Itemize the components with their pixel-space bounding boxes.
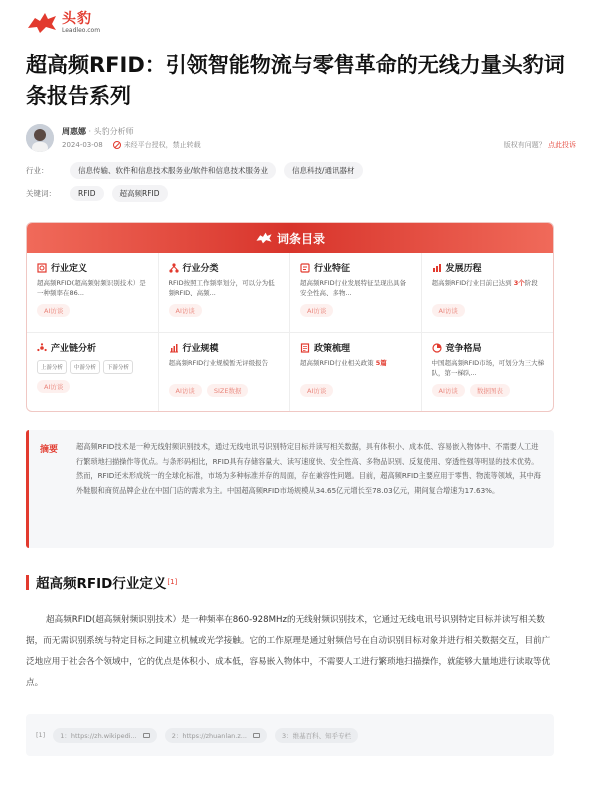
citation-marker[interactable]: [1] [167,578,178,586]
leopard-logo-icon [255,231,273,245]
author-meta [62,140,201,150]
reference-text: 3：维基百科、知乎专栏 [281,731,352,740]
history-icon [432,263,442,273]
upstream-tag[interactable]: 上游分析 [37,360,67,374]
catalog-item-industry-chain[interactable] [27,333,159,412]
data-chart-pill[interactable]: 数据图表 [470,384,510,397]
catalog-item-desc: 中国超高频RFID市场，可划分为三大梯队，第一梯队... [431,359,545,377]
section-title: 超高频RFID行业定义 [36,576,167,592]
catalog-item-desc: 超高频RFID行业发展特征呈现出具备安全性高、多物... [300,279,407,297]
policy-count: 5篇 [375,359,387,367]
catalog-title: 词条目录 [276,231,325,246]
industry-tag[interactable]: 信息传输、软件和信息技术服务业/软件和信息技术服务业 [70,162,276,179]
competition-icon [432,343,442,353]
industry-tags [26,162,576,179]
features-icon [300,263,310,273]
avatar[interactable] [26,124,54,152]
catalog-item-title: 产业链分析 [51,344,97,354]
keyword-tag[interactable]: 超高频RFID [112,185,168,202]
no-repost-icon [113,141,121,149]
ai-interview-pill[interactable]: AI访谈 [432,384,465,397]
ai-interview-pill[interactable]: AI访谈 [37,380,70,393]
reference-link[interactable] [165,728,267,743]
publish-date: 2024-03-08 [62,141,103,149]
author-info [62,126,134,137]
catalog-item-scale[interactable] [159,333,291,412]
history-stage-count: 3个 [513,279,525,287]
catalog-item-classification[interactable] [159,253,291,333]
logo-domain: Leadleo.com [62,27,101,34]
ai-interview-pill[interactable]: AI访谈 [432,304,465,317]
reference-text: 1：https://zh.wikipedi... [60,731,137,740]
ai-interview-pill[interactable]: AI访谈 [37,304,70,317]
abstract-text: 超高频RFID技术是一种无线射频识别技术，通过无线电讯号识别特定目标并读写相关数据，具有体积小、成本低、容易嵌入物体中、不需要人工进行繁琐地扫描操作等优点。与条形码相比，RFID具有存储容量大、读写速度快、安全性高、多物品识别、反复使用、穿透性强等明显的技术优势。然而，RFID还未形成统一的全球化标准，市场为多种标准并存的局面，存在兼容性问题。目前，超高频RFID主要应用于零售、物流等领域，其中海外鞋服和商贸品牌企业在中国门店的需求为主。中国超高频RFID市场规模从34.65亿元增长至78.03亿元，期间复合增速为17.63%。 [76,442,541,495]
catalog-item-title: 行业分类 [182,264,219,274]
definition-paragraph: 超高频RFID(超高频射频识别技术）是一种频率在860-928MHz的无线射频识别技术，它通过无线电讯号识别特定目标并读写相关数据，而无需识别系统与特定目标之间建立机械或光学接触。它的工作原理是通过射频信号在自动识别目标对象并进行相关数据交互，目前广泛地应用于社会各个领域中，它的优点是体积小、成本低，容易嵌入物体中，不需要人工进行繁琐地扫描操作，就能够大量地进行读取等优点。 [26,615,551,688]
author-row [26,124,576,152]
catalog-item-title: 竞争格局 [445,344,482,354]
snapshot-icon [143,733,150,738]
catalog-item-competition[interactable] [422,333,554,412]
ai-interview-pill[interactable]: AI访谈 [300,384,333,397]
history-desc-pre: 超高频RFID行业目前已达到 [431,279,514,287]
policy-icon [300,343,310,353]
copyright-notice: 未经平台授权，禁止转载 [123,141,201,149]
industry-label: 行业： [26,166,49,175]
policy-desc-pre: 超高频RFID行业相关政策 [300,359,376,367]
history-desc-post: 阶段 [524,279,538,287]
ai-interview-pill[interactable]: AI访谈 [169,304,202,317]
author-role: 头豹分析师 [93,127,134,136]
catalog-item-desc: 超高频RFID(超高频射频识别技术）是一种频率在86... [37,279,146,297]
keyword-tag[interactable]: RFID [70,186,104,201]
midstream-tag[interactable]: 中游分析 [70,360,100,374]
author-separator: · [86,127,94,136]
snapshot-icon [253,733,260,738]
catalog-item-title: 行业特征 [314,264,351,274]
reference-bar [26,714,554,756]
catalog-item-desc [300,358,413,378]
page-title: 超高频RFID：引领智能物流与零售革命的无线力量头豹词条报告系列 [26,53,565,108]
logo-title: 头豹 [62,11,92,27]
catalog-item-title: 发展历程 [445,264,482,274]
catalog-panel [26,222,554,412]
reference-link[interactable] [53,728,156,743]
abstract-box [26,430,554,548]
catalog-item-desc [432,278,546,298]
definition-icon [37,263,47,273]
catalog-item-definition[interactable] [27,253,159,333]
author-avatar-icon [26,124,54,152]
keyword-tags [26,185,576,202]
industry-chain-icon [37,343,47,353]
downstream-tag[interactable]: 下游分析 [103,360,133,374]
scale-icon [169,343,179,353]
reference-link[interactable] [275,728,358,743]
catalog-item-title: 行业规模 [182,344,219,354]
report-question: 版权有问题？ [503,141,546,149]
catalog-item-title: 政策梳理 [314,344,351,354]
catalog-item-history[interactable] [422,253,554,333]
reference-text: 2：https://zhuanlan.z... [171,731,247,740]
abstract-accent-bar [26,430,29,548]
keywords-label: 关键词： [26,189,56,198]
size-data-pill[interactable]: SIZE数据 [207,384,249,397]
catalog-item-desc: RFID按照工作频率划分，可以分为低频RFID、高频... [168,279,275,297]
catalog-item-policy[interactable] [290,333,422,412]
industry-tag[interactable]: 信息科技/通讯器材 [284,162,363,179]
catalog-header [27,223,553,253]
catalog-item-title: 行业定义 [51,264,88,274]
leopard-logo-icon [26,10,58,36]
author-name[interactable]: 周惠娜 [62,127,86,136]
section-heading [26,572,177,592]
abstract-label: 摘要 [40,445,59,455]
site-logo[interactable] [26,10,100,36]
catalog-item-desc: 超高频RFID行业规模暂无评级报告 [168,359,269,367]
classification-icon [169,263,179,273]
copyright-report [504,140,576,150]
catalog-item-features[interactable] [290,253,422,333]
report-link[interactable]: 点此投诉 [548,141,576,149]
reference-number: [1] [36,731,46,739]
ai-interview-pill[interactable]: AI访谈 [169,384,202,397]
ai-interview-pill[interactable]: AI访谈 [300,304,333,317]
section-accent-bar [26,575,29,590]
